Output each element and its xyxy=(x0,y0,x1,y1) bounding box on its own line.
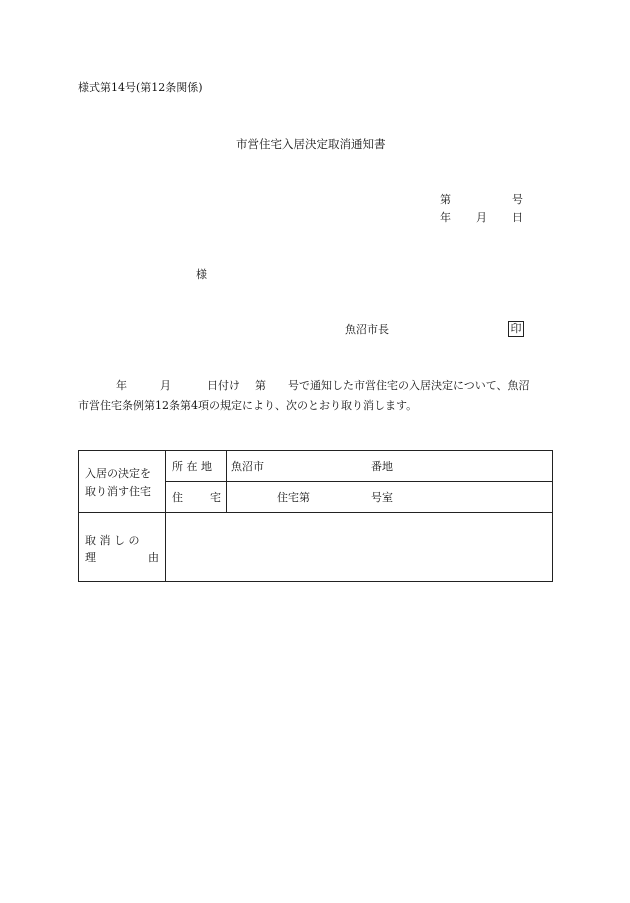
housing-label-2: 宅 xyxy=(210,491,221,504)
body-year: 年 xyxy=(116,379,127,392)
body-no-prefix: 第 xyxy=(255,379,266,392)
reason-label-line2-a: 理 xyxy=(85,551,96,564)
sender-name: 魚沼市長 xyxy=(345,323,389,336)
reason-label-line1: 取 消 し の xyxy=(85,534,140,547)
seal-mark: 印 xyxy=(508,321,524,337)
housing-label-1: 住 xyxy=(172,491,183,504)
body-month: 月 xyxy=(160,379,171,392)
housing-room: 号室 xyxy=(371,491,393,504)
date-year: 年 xyxy=(440,211,451,224)
location-suffix: 番地 xyxy=(371,460,393,473)
location-city: 魚沼市 xyxy=(231,460,264,473)
doc-no-suffix: 号 xyxy=(512,193,523,206)
reason-label-line2-b: 由 xyxy=(148,551,159,564)
body-line1-rest: 号で通知した市営住宅の入居決定について、魚沼 xyxy=(288,379,530,392)
body-day-suffix: 日付け xyxy=(207,379,240,392)
housing-name: 住宅第 xyxy=(277,491,310,504)
form-number: 様式第14号(第12条関係) xyxy=(78,81,203,94)
table-header-line1: 入居の決定を xyxy=(85,467,151,480)
housing-table xyxy=(78,450,553,582)
recipient-suffix: 様 xyxy=(196,268,207,281)
location-label: 所 在 地 xyxy=(172,460,212,473)
doc-no-prefix: 第 xyxy=(440,193,451,206)
date-day: 日 xyxy=(512,211,523,224)
document-title: 市営住宅入居決定取消通知書 xyxy=(236,137,386,151)
body-line2: 市営住宅条例第12条第4項の規定により、次のとおり取り消します。 xyxy=(78,399,418,412)
date-month: 月 xyxy=(476,211,487,224)
table-header-line2: 取り消す住宅 xyxy=(85,485,151,498)
